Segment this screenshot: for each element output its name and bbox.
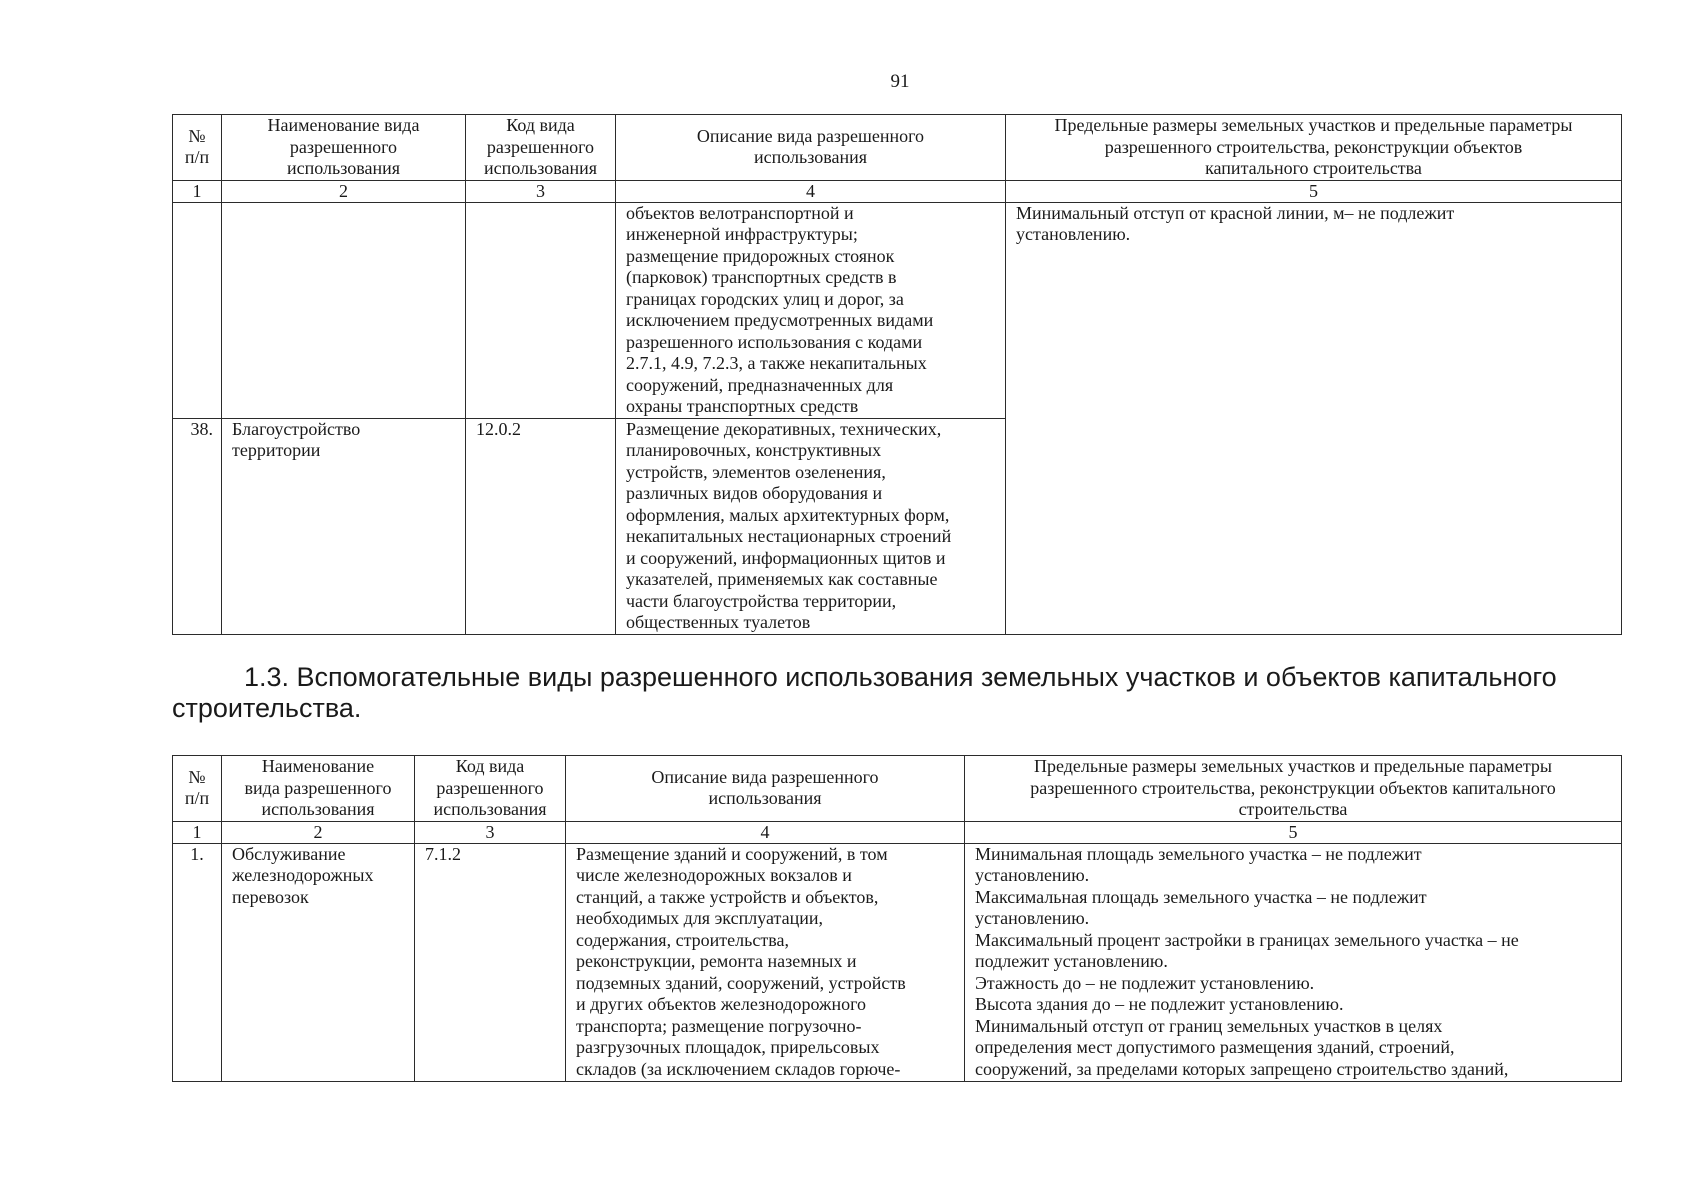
section-heading-line: строительства. <box>172 693 362 723</box>
header-code: Код вида разрешенного использования <box>415 756 566 822</box>
header-name: Наименование вида разрешенного использования <box>222 115 466 181</box>
header-num: № п/п <box>173 756 222 822</box>
cell-num <box>173 202 222 418</box>
header-name: Наименование вида разрешенного использования <box>222 756 415 822</box>
col-number: 2 <box>222 180 466 202</box>
col-number: 4 <box>616 180 1006 202</box>
header-limits: Предельные размеры земельных участков и предельные параметры разрешенного строительства, реконструкции объектов капитального строительства <box>965 756 1622 822</box>
auxiliary-uses-table <box>172 755 1622 1082</box>
cell-name: Обслуживание железнодорожных перевозок <box>222 843 415 1081</box>
section-heading-line: 1.3. Вспомогательные виды разрешенного использования земельных участков и объектов капитального <box>244 662 1557 692</box>
cell-code: 7.1.2 <box>415 843 566 1081</box>
table-header-row <box>173 115 1622 181</box>
cell-limits: Минимальный отступ от красной линии, м– не подлежит установлению. <box>1006 202 1622 634</box>
cell-description: Размещение декоративных, технических, планировочных, конструктивных устройств, элементов озеленения, различных видов оборудования и оформления, малых архитектурных форм, некапитальных нестационарных строений и сооружений, информационных щитов и указателей, применяемых как составные части благоустройства территории, общественных туалетов <box>616 418 1006 634</box>
col-number: 1 <box>173 180 222 202</box>
cell-num: 38. <box>173 418 222 634</box>
permitted-uses-table-main <box>172 114 1622 635</box>
col-number: 4 <box>566 821 965 843</box>
cell-name: Благоустройство территории <box>222 418 466 634</box>
col-number: 3 <box>466 180 616 202</box>
header-description: Описание вида разрешенного использования <box>616 115 1006 181</box>
header-num: № п/п <box>173 115 222 181</box>
col-number: 5 <box>1006 180 1622 202</box>
cell-code: 12.0.2 <box>466 418 616 634</box>
table-row <box>173 843 1622 1081</box>
col-number: 2 <box>222 821 415 843</box>
cell-name <box>222 202 466 418</box>
col-number: 1 <box>173 821 222 843</box>
cell-limits: Минимальная площадь земельного участка – не подлежит установлению. Максимальная площадь земельного участка – не подлежит установлению. Максимальный процент застройки в границах земельного участка – не подлежит установлению. Этажность до – не подлежит установлению. Высота здания до – не подлежит установлению. Минимальный отступ от границ земельных участков в целях определения мест допустимого размещения зданий, строений, сооружений, за пределами которых запрещено строительство зданий, <box>965 843 1622 1081</box>
table-header-row <box>173 756 1622 822</box>
col-number: 5 <box>965 821 1622 843</box>
table-row <box>173 202 1622 418</box>
header-code: Код вида разрешенного использования <box>466 115 616 181</box>
cell-num: 1. <box>173 843 222 1081</box>
cell-description: объектов велотранспортной и инженерной инфраструктуры; размещение придорожных стоянок (парковок) транспортных средств в границах городских улиц и дорог, за исключением предусмотренных видами разрешенного использования с кодами 2.7.1, 4.9, 7.2.3, а также некапитальных сооружений, предназначенных для охраны транспортных средств <box>616 202 1006 418</box>
column-number-row <box>173 821 1622 843</box>
column-number-row <box>173 180 1622 202</box>
section-heading <box>172 662 1632 724</box>
cell-description: Размещение зданий и сооружений, в том числе железнодорожных вокзалов и станций, а также устройств и объектов, необходимых для эксплуатации, содержания, строительства, реконструкции, ремонта наземных и подземных зданий, сооружений, устройств и других объектов железнодорожного транспорта; размещение погрузочно- разгрузочных площадок, прирельсовых складов (за исключением складов горюче- <box>566 843 965 1081</box>
cell-code <box>466 202 616 418</box>
col-number: 3 <box>415 821 566 843</box>
header-limits: Предельные размеры земельных участков и предельные параметры разрешенного строительства, реконструкции объектов капитального строительства <box>1006 115 1622 181</box>
header-description: Описание вида разрешенного использования <box>566 756 965 822</box>
page-number: 91 <box>890 71 910 92</box>
